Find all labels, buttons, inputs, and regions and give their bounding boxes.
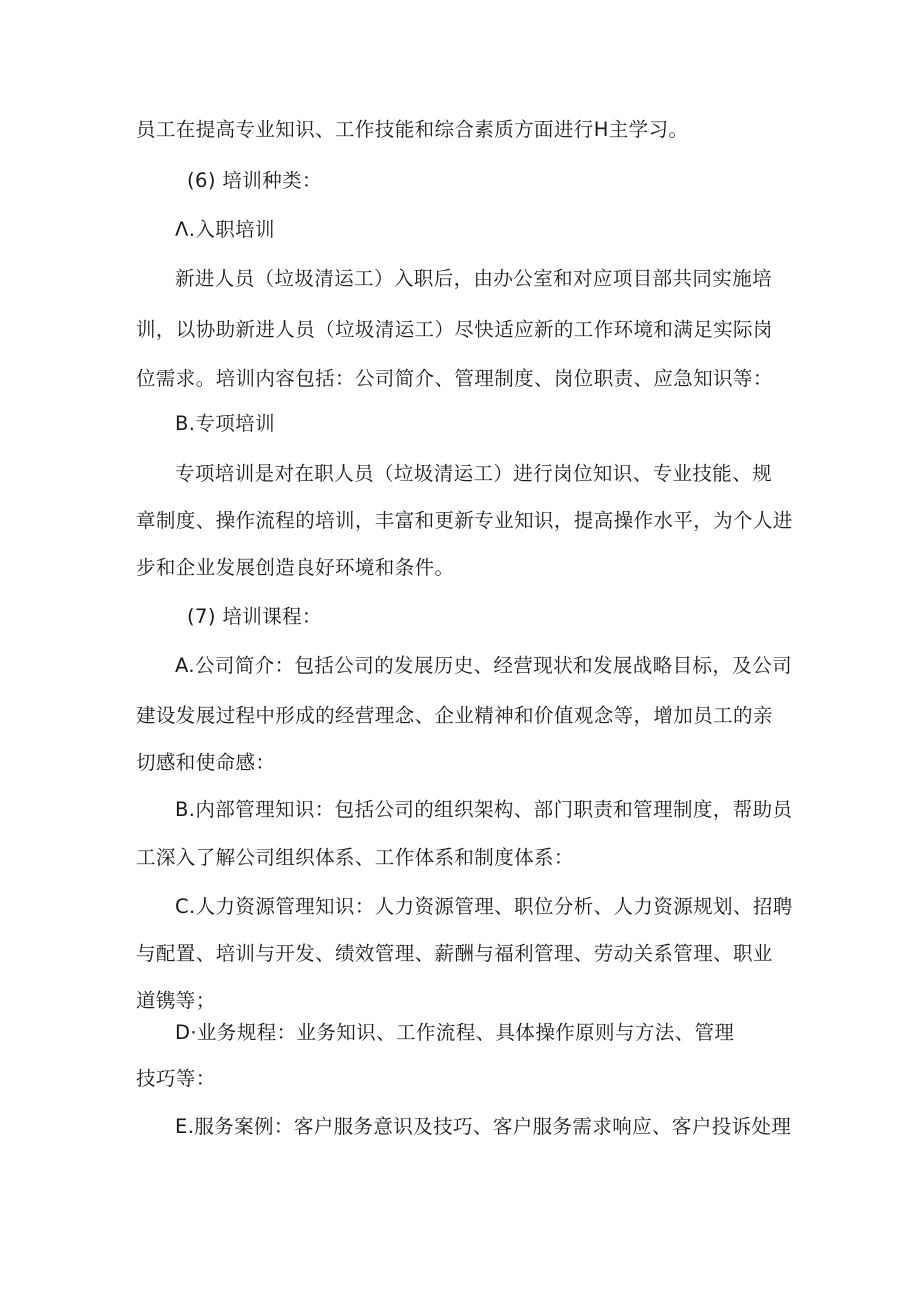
text-line: E.服务案例：客户服务意识及技巧、客户服务需求响应、客户投诉处理	[175, 1115, 792, 1138]
text-line: 专项培训是对在职人员（垃圾清运工）进行岗位知识、专业技能、规	[175, 462, 773, 485]
section-heading: (6) 培训种类：	[187, 169, 322, 192]
text-line: B.内部管理知识：包括公司的组织架构、部门职责和管理制度，帮助员	[175, 798, 793, 821]
text-line: C.人力资源管理知识：人力资源管理、职位分析、人力资源规划、招聘	[175, 895, 793, 918]
text-line: 工深入了解公司组织体系、工作体系和制度体系：	[136, 846, 574, 869]
text-line: D·业务规程：业务知识、工作流程、具体操作原则与方法、管理	[175, 1021, 735, 1044]
text-line: 位需求。培训内容包括：公司简介、管理制度、岗位职责、应急知识等：	[136, 367, 773, 390]
subsection-heading: Λ.入职培训	[175, 218, 275, 241]
text-line: 新进人员（垃圾清运工）入职后，由办公室和对应项目部共同实施培	[175, 267, 773, 290]
text-line: 与配置、培训与开发、绩效管理、薪酬与福利管理、劳动关系管理、职业	[136, 942, 773, 965]
text-line: A.公司简介：包括公司的发展历史、经营现状和发展战略目标，及公司	[175, 654, 792, 677]
text-line: 道镌等；	[136, 989, 216, 1012]
text-line: 训，以协助新进人员（垃圾清运工）尽快适应新的工作环境和满足实际岗	[136, 318, 773, 341]
text-line: 建设发展过程中形成的经营理念、企业精神和价值观念等，增加员工的亲	[136, 704, 773, 727]
text-line: 切感和使命感：	[136, 751, 276, 774]
section-heading: (7) 培训课程：	[187, 605, 322, 628]
subsection-heading: B.专项培训	[175, 412, 275, 435]
text-line: 技巧等：	[136, 1067, 216, 1090]
text-line: 章制度、操作流程的培训，丰富和更新专业知识，提高操作水平，为个人进	[136, 509, 793, 532]
text-line: 员工在提高专业知识、工作技能和综合素质方面进行H主学习。	[136, 118, 689, 141]
text-line: 步和企业发展创造良好环境和条件。	[136, 556, 455, 579]
